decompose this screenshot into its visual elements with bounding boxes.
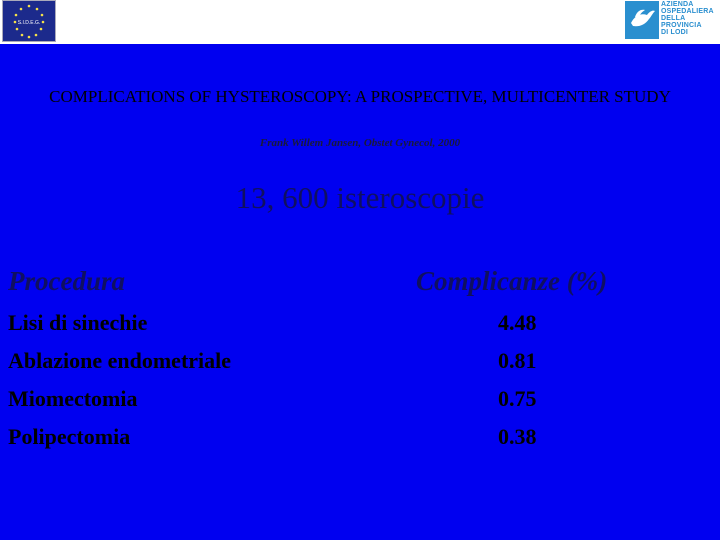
complication-rate: 0.38	[498, 424, 537, 449]
complications-table	[8, 308, 708, 460]
hospital-name	[661, 1, 717, 36]
slide-title: COMPLICATIONS OF HYSTEROSCOPY: A PROSPECTIVE, MULTICENTER STUDY	[49, 87, 671, 106]
table-row	[8, 422, 708, 460]
header-band	[0, 0, 720, 44]
table-row	[8, 384, 708, 422]
dove-logo-icon	[625, 1, 659, 39]
eu-stars-logo-icon	[2, 0, 56, 42]
complications-column-header: Complicanze (%)	[416, 266, 608, 296]
procedure-name: Miomectomia	[8, 386, 138, 411]
hospital-name-line: AZIENDA	[661, 1, 694, 8]
headline: 13, 600 isteroscopie	[235, 180, 485, 215]
citation: Frank Willem Jansen, Obstet Gynecol, 2000	[259, 137, 461, 149]
hospital-logo	[625, 0, 717, 40]
hospital-name-line: DELLA	[661, 15, 686, 22]
procedure-name: Lisi di sinechie	[8, 310, 148, 335]
logo-left-caption: S.I.D.E.G.	[17, 20, 41, 26]
complication-rate: 0.81	[498, 348, 537, 373]
procedure-name: Polipectomia	[8, 424, 131, 449]
hospital-name-line: DI LODI	[661, 29, 689, 36]
hospital-name-line: OSPEDALIERA	[661, 8, 714, 15]
procedure-name: Ablazione endometriale	[8, 348, 232, 373]
table-row	[8, 346, 708, 384]
procedure-column-header: Procedura	[8, 266, 125, 296]
complication-rate: 0.75	[498, 386, 537, 411]
complication-rate: 4.48	[498, 310, 537, 335]
table-row	[8, 308, 708, 346]
hospital-name-line: PROVINCIA	[661, 22, 702, 29]
